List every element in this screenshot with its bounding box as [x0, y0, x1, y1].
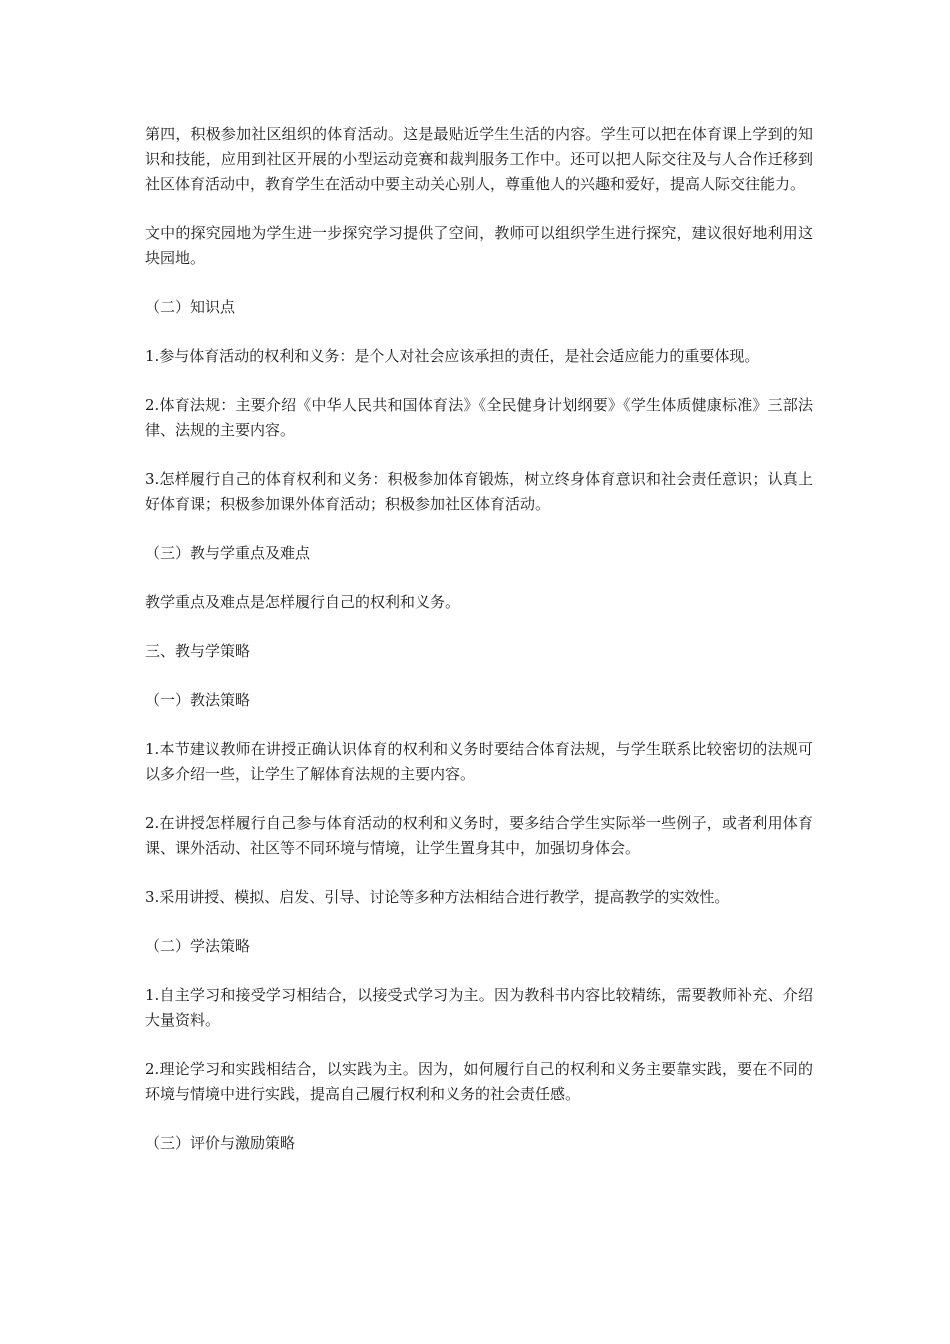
paragraph-teaching-method-3: 3.采用讲授、模拟、启发、引导、讨论等多种方法相结合进行教学，提高教学的实效性。	[145, 888, 730, 906]
paragraph-teaching-method-2: 2.在讲授怎样履行自己参与体育活动的权利和义务时，要多结合学生实际举一些例子，或者利用体育课、课外活动、社区等不同环境与情境，让学生置身其中，加强切身体会。	[145, 814, 813, 857]
heading-key-points-difficulties: （三）教与学重点及难点	[145, 544, 311, 562]
paragraph-knowledge-point-1: 1.参与体育活动的权利和义务：是个人对社会应该承担的责任，是社会适应能力的重要体现。	[145, 347, 760, 365]
paragraph-learning-method-2: 2.理论学习和实践相结合，以实践为主。因为，如何履行自己的权利和义务主要靠实践，要在不同的环境与情境中进行实践，提高自己履行权利和义务的社会责任感。	[145, 1060, 813, 1103]
heading-teaching-strategies: 三、教与学策略	[145, 642, 251, 660]
paragraph-key-points: 教学重点及难点是怎样履行自己的权利和义务。	[145, 593, 461, 611]
heading-evaluation-incentive-strategy: （三）评价与激励策略	[145, 1134, 296, 1152]
paragraph-learning-method-1: 1.自主学习和接受学习相结合，以接受式学习为主。因为教科书内容比较精练，需要教师补充、介绍大量资料。	[145, 986, 813, 1029]
heading-teaching-method-strategy: （一）教法策略	[145, 691, 251, 709]
heading-knowledge-points: （二）知识点	[145, 298, 236, 316]
heading-learning-method-strategy: （二）学法策略	[145, 937, 251, 955]
paragraph-community-activities: 第四，积极参加社区组织的体育活动。这是最贴近学生生活的内容。学生可以把在体育课上学到的知识和技能，应用到社区开展的小型运动竞赛和裁判服务工作中。还可以把人际交往及与人合作迁移到社区体育活动中，教育学生在活动中要主动关心别人，尊重他人的兴趣和爱好，提高人际交往能力。	[145, 125, 813, 193]
paragraph-knowledge-point-2: 2.体育法规：主要介绍《中华人民共和国体育法》《全民健身计划纲要》《学生体质健康标准》三部法律、法规的主要内容。	[145, 396, 813, 439]
paragraph-teaching-method-1: 1.本节建议教师在讲授正确认识体育的权利和义务时要结合体育法规，与学生联系比较密切的法规可以多介绍一些，让学生了解体育法规的主要内容。	[145, 740, 813, 783]
paragraph-knowledge-point-3: 3.怎样履行自己的体育权利和义务：积极参加体育锻炼，树立终身体育意识和社会责任意识；认真上好体育课；积极参加课外体育活动；积极参加社区体育活动。	[145, 470, 813, 513]
document-body	[145, 122, 813, 1180]
paragraph-exploration-garden: 文中的探究园地为学生进一步探究学习提供了空间，教师可以组织学生进行探究，建议很好地利用这块园地。	[145, 224, 813, 267]
